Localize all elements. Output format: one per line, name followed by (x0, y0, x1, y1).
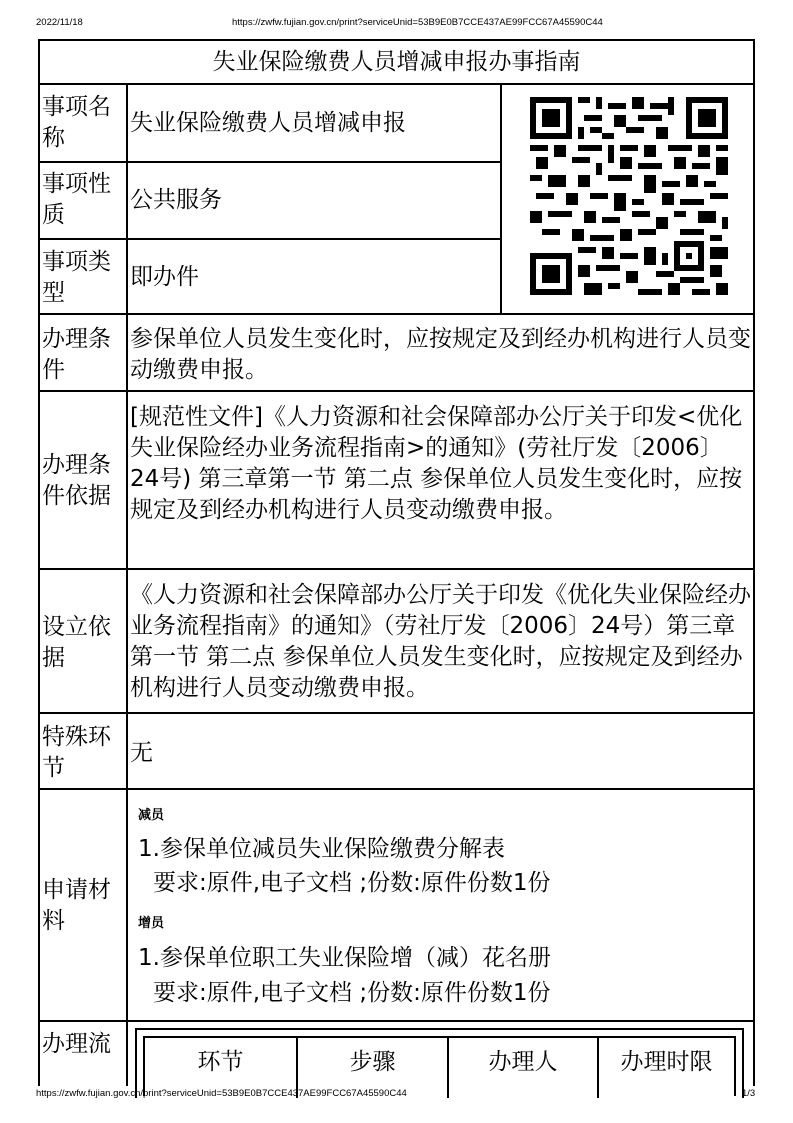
label-item-type: 事项类型 (42, 249, 111, 306)
label-item-name: 事项名称 (42, 94, 111, 151)
process-col-step: 步骤 (349, 1049, 396, 1075)
value-item-nature: 公共服务 (130, 187, 222, 213)
qr-code-image (530, 97, 728, 295)
label-special: 特殊环节 (42, 724, 111, 781)
process-col-handler: 办理人 (488, 1049, 558, 1075)
value-item-type: 即办件 (130, 264, 199, 290)
value-condition: 参保单位人员发生变化时，应按规定及到经办机构进行人员变动缴费申报。 (130, 326, 751, 383)
process-col-time-limit: 办理时限 (620, 1049, 713, 1075)
header-url: https://zwfw.fujian.gov.cn/print?serviceUnid=53B9E0B7CCE437AE99FCC67A45590C44 (232, 17, 603, 28)
label-condition: 办理条件 (42, 326, 111, 383)
process-col-stage: 环节 (197, 1049, 244, 1075)
print-date: 2022/11/18 (36, 17, 83, 28)
page-number: 1/3 (742, 1088, 756, 1099)
value-basis: 《人力资源和社会保障部办公厅关于印发《优化失业保险经办业务流程指南》的通知》（劳社厅发〔2006〕24号）第三章第一节 第二点 参保单位人员发生变化时，应按规定及到经办机构进行人员变动缴费申报。 (130, 582, 751, 701)
label-basis: 设立依据 (42, 614, 111, 671)
label-process: 办理流 (42, 1031, 111, 1057)
page-title: 失业保险缴费人员增减申报办事指南 (212, 49, 581, 75)
material-item: 1.参保单位减员失业保险缴费分解表 (138, 836, 505, 862)
material-group-heading: 减员 (138, 808, 165, 823)
label-materials: 申请材料 (42, 877, 111, 934)
material-requirement: 要求:原件,电子文档 ;份数:原件份数1份 (153, 870, 551, 896)
value-item-name: 失业保险缴费人员增减申报 (130, 110, 406, 136)
value-condition-basis: [规范性文件]《人力资源和社会保障部办公厅关于印发<优化失业保险经办业务流程指南>的通知》(劳社厅发〔2006〕24号) 第三章第一节 第二点 参保单位人员发生变化时，应按规定及到经办机构进行人员变动缴费申报。 (130, 404, 743, 523)
material-group-heading: 增员 (138, 916, 165, 931)
material-item: 1.参保单位职工失业保险增（减）花名册 (138, 945, 551, 971)
label-condition-basis: 办理条件依据 (42, 452, 111, 509)
value-special: 无 (130, 740, 153, 766)
footer-url: https://zwfw.fujian.gov.cn/print?serviceUnid=53B9E0B7CCE437AE99FCC67A45590C44 (36, 1088, 407, 1099)
material-requirement: 要求:原件,电子文档 ;份数:原件份数1份 (153, 980, 551, 1006)
label-item-nature: 事项性质 (42, 171, 111, 228)
guide-table (38, 39, 755, 1086)
